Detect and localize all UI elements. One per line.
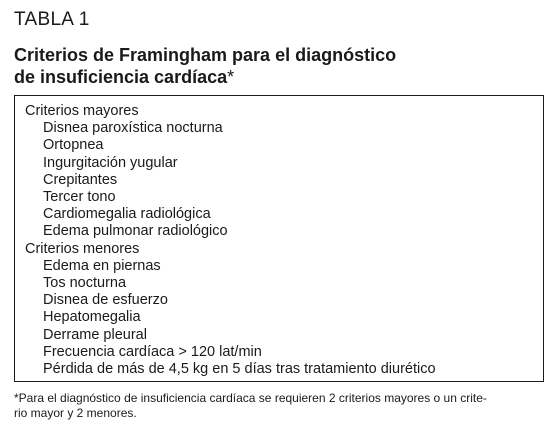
criterion-item: Cardiomegalia radiológica xyxy=(43,206,211,223)
table-title xyxy=(14,44,534,88)
criterion-item: Frecuencia cardíaca > 120 lat/min xyxy=(43,343,262,360)
criteria-list xyxy=(25,103,436,378)
criterion-item: Tos nocturna xyxy=(43,275,127,292)
title-line-1: Criterios de Framingham para el diagnóstico xyxy=(14,45,397,65)
criterion-item: Disnea paroxística nocturna xyxy=(43,120,223,137)
table-label: TABLA 1 xyxy=(14,9,90,30)
group-heading-minor: Criterios menores xyxy=(25,240,140,257)
title-asterisk: * xyxy=(227,67,235,87)
criterion-item: Ortopnea xyxy=(43,137,104,154)
footnote-line-1: *Para el diagnóstico de insuficiencia cardíaca se requieren 2 criterios mayores o un crite- xyxy=(14,391,487,405)
major-criteria-items xyxy=(25,120,436,240)
criterion-item: Hepatomegalia xyxy=(43,309,141,326)
criterion-item: Crepitantes xyxy=(43,171,118,188)
minor-criteria-items xyxy=(25,258,436,378)
criterion-item: Edema en piernas xyxy=(43,257,161,274)
title-line-2 xyxy=(14,66,534,88)
criteria-group-major xyxy=(25,103,436,241)
footnote xyxy=(14,391,549,421)
group-heading-major: Criterios mayores xyxy=(25,103,139,119)
title-line-2-text: de insuficiencia cardíaca xyxy=(14,67,228,87)
footnote-line-2: rio mayor y 2 menores. xyxy=(14,406,137,420)
criterion-item: Derrame pleural xyxy=(43,326,147,343)
criterion-item: Pérdida de más de 4,5 kg en 5 días tras tratamiento diurético xyxy=(43,361,436,378)
criteria-table xyxy=(14,95,544,382)
criterion-item: Edema pulmonar radiológico xyxy=(43,223,228,240)
criterion-item: Tercer tono xyxy=(43,189,116,206)
criterion-item: Ingurgitación yugular xyxy=(43,154,178,171)
criteria-group-minor xyxy=(25,241,436,379)
criterion-item: Disnea de esfuerzo xyxy=(43,292,168,309)
